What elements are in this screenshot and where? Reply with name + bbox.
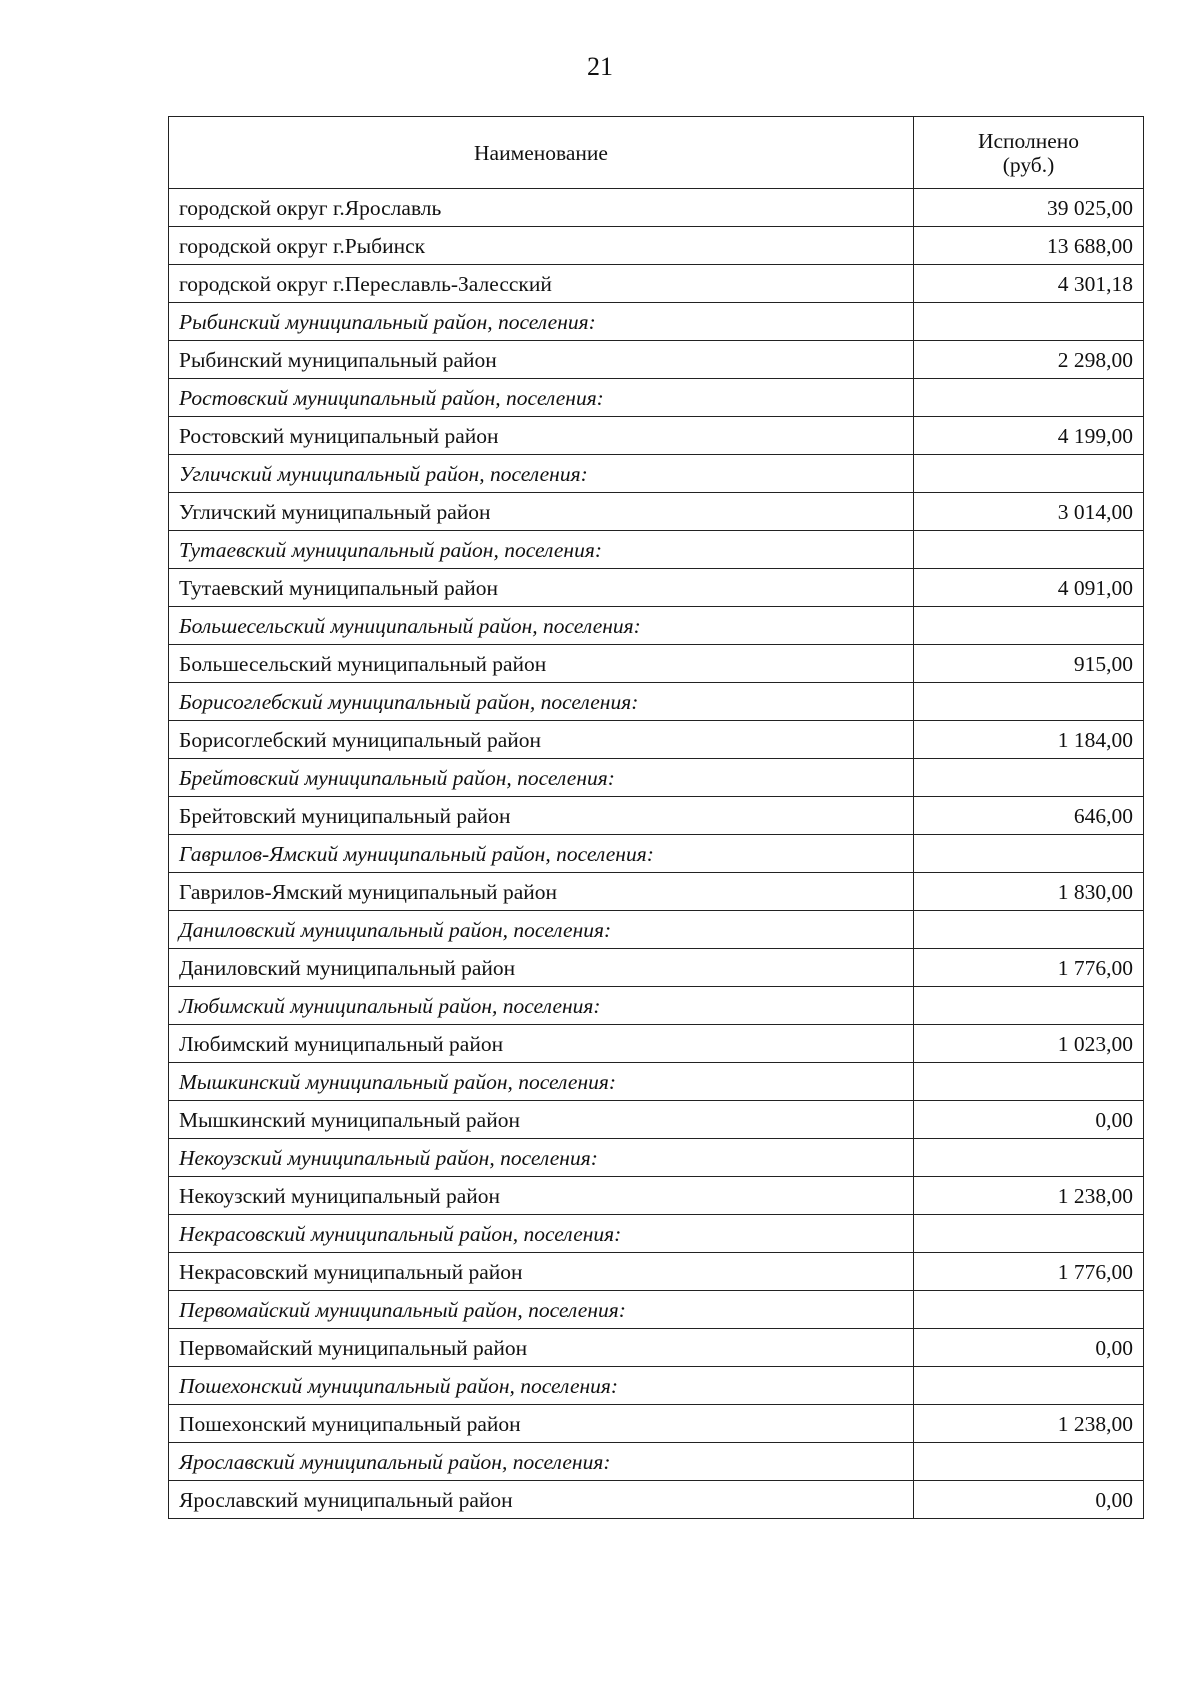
row-value [914,911,1144,949]
table-row [169,1253,1144,1291]
row-name: Некоузский муниципальный район [169,1177,914,1215]
row-name: Пошехонский муниципальный район [169,1405,914,1443]
table-row [169,1215,1144,1253]
table-row [169,493,1144,531]
row-name: Гаврилов-Ямский муниципальный район [169,873,914,911]
table-row [169,835,1144,873]
table-row [169,1291,1144,1329]
row-name: Гаврилов-Ямский муниципальный район, поселения: [169,835,914,873]
column-header-value-line2: (руб.) [1002,152,1055,177]
row-value: 4 199,00 [914,417,1144,455]
row-name: Первомайский муниципальный район [169,1329,914,1367]
row-name: Пошехонский муниципальный район, поселения: [169,1367,914,1405]
row-value: 1 023,00 [914,1025,1144,1063]
table-row [169,1367,1144,1405]
row-value: 0,00 [914,1329,1144,1367]
row-value: 1 238,00 [914,1405,1144,1443]
column-header-value [914,117,1144,189]
execution-table [168,116,1144,1519]
row-value: 13 688,00 [914,227,1144,265]
table-row [169,1177,1144,1215]
row-value [914,1139,1144,1177]
row-name: Рыбинский муниципальный район [169,341,914,379]
table-row [169,987,1144,1025]
row-value [914,987,1144,1025]
row-name: Угличский муниципальный район, поселения: [169,455,914,493]
row-value [914,1367,1144,1405]
row-name: Ярославский муниципальный район [169,1481,914,1519]
row-value [914,759,1144,797]
row-name: Большесельский муниципальный район [169,645,914,683]
column-header-value-line1: Исполнено [977,128,1080,153]
table-row [169,455,1144,493]
row-value [914,1291,1144,1329]
row-value: 1 184,00 [914,721,1144,759]
table-row [169,1139,1144,1177]
table-row [169,189,1144,227]
table-row [169,1443,1144,1481]
row-name: Борисоглебский муниципальный район [169,721,914,759]
table-row [169,227,1144,265]
row-value: 915,00 [914,645,1144,683]
row-name: Брейтовский муниципальный район, поселения: [169,759,914,797]
row-name: городской округ г.Переславль-Залесский [169,265,914,303]
row-value: 1 830,00 [914,873,1144,911]
table-row [169,341,1144,379]
table-row [169,417,1144,455]
row-value [914,607,1144,645]
row-value: 3 014,00 [914,493,1144,531]
table-row [169,303,1144,341]
row-value: 2 298,00 [914,341,1144,379]
row-name: Брейтовский муниципальный район [169,797,914,835]
row-value: 39 025,00 [914,189,1144,227]
row-name: Некрасовский муниципальный район [169,1253,914,1291]
row-value [914,1443,1144,1481]
row-value [914,1063,1144,1101]
row-name: Борисоглебский муниципальный район, поселения: [169,683,914,721]
row-value [914,531,1144,569]
row-value [914,1215,1144,1253]
row-name: Мышкинский муниципальный район, поселения: [169,1063,914,1101]
row-name: Первомайский муниципальный район, поселения: [169,1291,914,1329]
row-name: Даниловский муниципальный район, поселения: [169,911,914,949]
table-row [169,1063,1144,1101]
row-value [914,455,1144,493]
table-row [169,569,1144,607]
table-row [169,531,1144,569]
table-row [169,1025,1144,1063]
page-number: 21 [587,52,613,81]
table-body [169,189,1144,1519]
row-name: городской округ г.Ярославль [169,189,914,227]
table-row [169,949,1144,987]
table-row [169,797,1144,835]
row-value: 1 776,00 [914,949,1144,987]
row-name: Некрасовский муниципальный район, поселения: [169,1215,914,1253]
table-row [169,759,1144,797]
table-row [169,1405,1144,1443]
row-value: 1 776,00 [914,1253,1144,1291]
table-row [169,265,1144,303]
table-row [169,607,1144,645]
column-header-name: Наименование [169,117,914,189]
row-value [914,835,1144,873]
row-value: 0,00 [914,1101,1144,1139]
row-name: Любимский муниципальный район [169,1025,914,1063]
table-row [169,1101,1144,1139]
table-row [169,873,1144,911]
row-name: Ростовский муниципальный район [169,417,914,455]
row-value: 0,00 [914,1481,1144,1519]
row-value: 4 301,18 [914,265,1144,303]
row-name: Угличский муниципальный район [169,493,914,531]
row-name: Рыбинский муниципальный район, поселения: [169,303,914,341]
row-name: Ростовский муниципальный район, поселения: [169,379,914,417]
row-value: 4 091,00 [914,569,1144,607]
table-row [169,645,1144,683]
row-value [914,303,1144,341]
row-name: Мышкинский муниципальный район [169,1101,914,1139]
table-row [169,721,1144,759]
row-name: Большесельский муниципальный район, поселения: [169,607,914,645]
row-value: 1 238,00 [914,1177,1144,1215]
row-name: Тутаевский муниципальный район [169,569,914,607]
row-name: Ярославский муниципальный район, поселения: [169,1443,914,1481]
table-row [169,911,1144,949]
table-row [169,683,1144,721]
row-name: городской округ г.Рыбинск [169,227,914,265]
row-name: Тутаевский муниципальный район, поселения: [169,531,914,569]
row-value [914,379,1144,417]
row-value: 646,00 [914,797,1144,835]
table-row [169,1329,1144,1367]
row-name: Любимский муниципальный район, поселения: [169,987,914,1025]
table-row [169,379,1144,417]
row-name: Некоузский муниципальный район, поселения: [169,1139,914,1177]
row-value [914,683,1144,721]
table-row [169,1481,1144,1519]
row-name: Даниловский муниципальный район [169,949,914,987]
table-header-row [169,117,1144,189]
